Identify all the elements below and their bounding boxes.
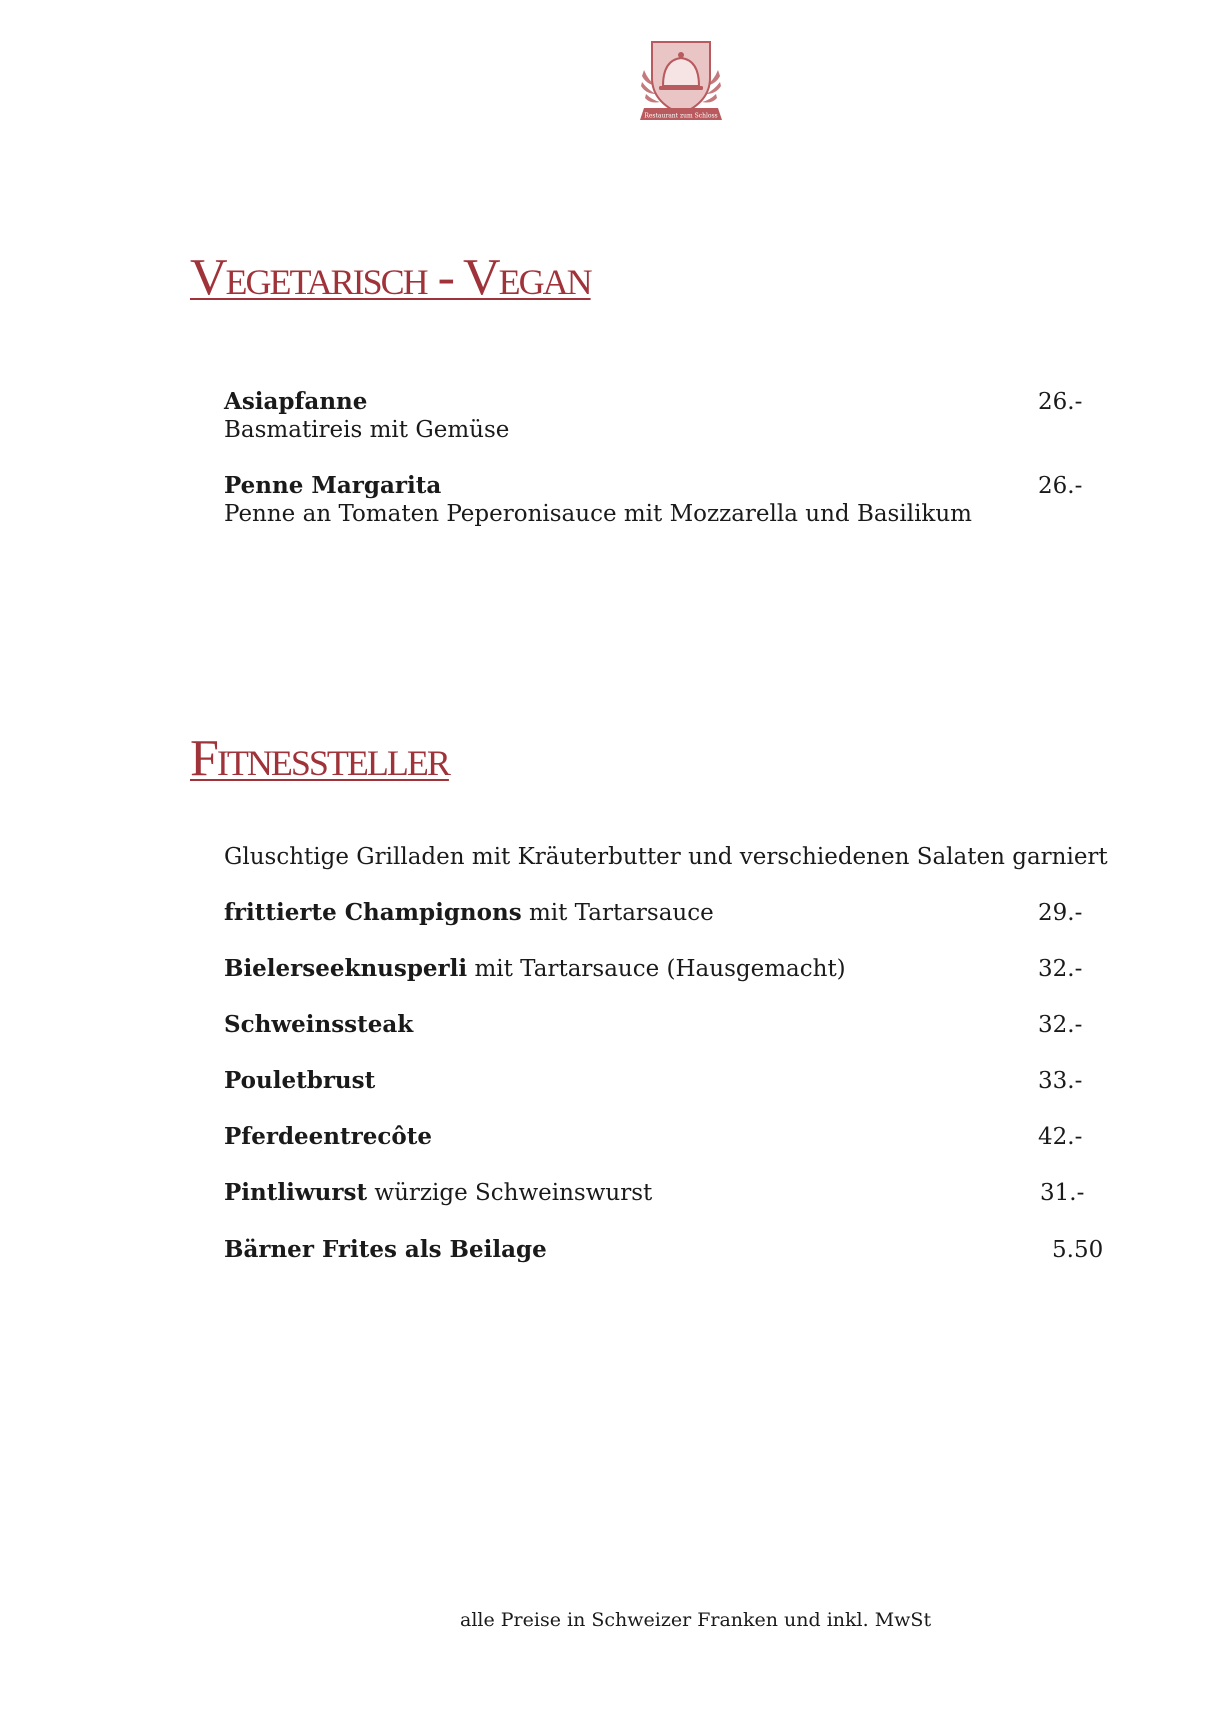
menu-item-penne-margarita [224,472,972,528]
item-description: Penne an Tomaten Peperonisauce mit Mozzarella und Basilikum [224,501,972,527]
item-price: 42.- [1038,1124,1083,1150]
section-title-fitnessteller: Fitnessteller [190,730,449,787]
section-title-vegetarisch-vegan: Vegetarisch - Vegan [190,249,591,306]
item-description: würzige Schweinswurst [367,1180,653,1206]
menu-item-asiapfanne [224,388,509,444]
item-price: 29.- [1038,900,1083,926]
item-description: mit Tartarsauce [521,900,714,926]
logo-text: Restaurant zum Schloss [644,112,718,120]
item-name: Pintliwurst [224,1179,368,1206]
item-price: 32.- [1038,1012,1083,1038]
item-price: 32.- [1038,956,1083,982]
section-intro: Gluschtige Grilladen mit Kräuterbutter und verschiedenen Salaten garniert [224,844,1108,870]
item-price: 5.50 [1052,1237,1104,1263]
menu-item-pintliwurst [224,1179,652,1207]
item-price: 26.- [1038,473,1083,499]
item-price: 31.- [1040,1180,1085,1206]
item-description: mit Tartarsauce (Hausgemacht) [467,956,846,982]
item-name: Asiapfanne [224,388,368,415]
item-name: Bielerseeknusperli [224,955,468,982]
menu-item-bielerseeknusperli [224,955,846,983]
item-price: 26.- [1038,389,1083,415]
item-price: 33.- [1038,1068,1083,1094]
menu-item-schweinssteak [224,1011,413,1039]
item-name: Pferdeentrecôte [224,1123,432,1150]
menu-item-champignons [224,899,714,927]
menu-item-baerner-frites [224,1236,547,1264]
item-description: Basmatireis mit Gemüse [224,417,510,443]
item-name: Schweinssteak [224,1011,414,1038]
menu-item-pouletbrust [224,1067,375,1095]
item-name: frittierte Champignons [224,899,522,926]
item-name: Bärner Frites als Beilage [224,1236,547,1263]
menu-item-pferdeentrecote [224,1123,432,1151]
item-name: Penne Margarita [224,472,442,499]
price-footnote: alle Preise in Schweizer Franken und inkl. MwSt [460,1609,932,1631]
item-name: Pouletbrust [224,1067,376,1094]
restaurant-bell-crest-logo-icon [638,32,724,124]
